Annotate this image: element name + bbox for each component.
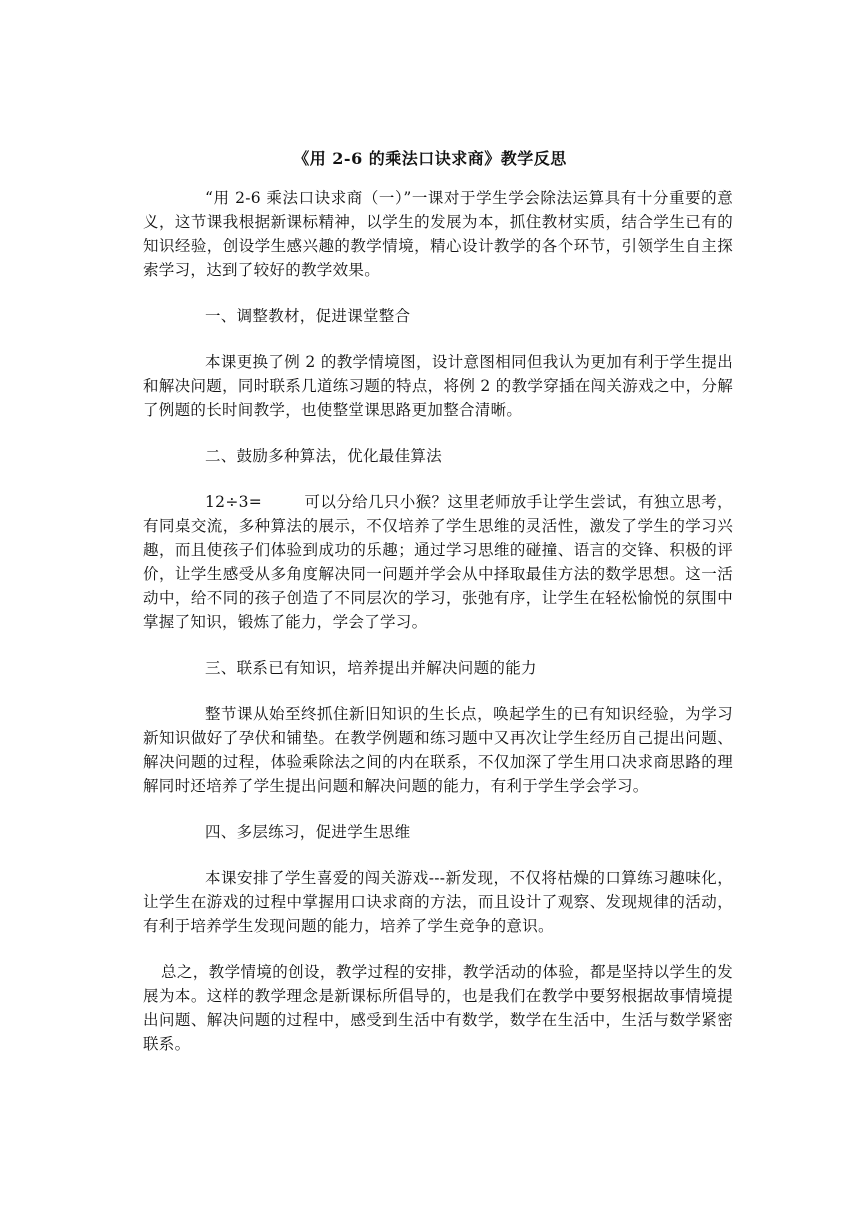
paragraph-spacer [143, 282, 733, 304]
section-1-paragraph: 本课更换了例 2 的教学情境图，设计意图相同但我认为更加有利于学生提出和解决问题，同时联系几道练习题的特点，将例 2 的教学穿插在闯关游戏之中，分解了例题的长时间教学，也使整堂课思路更加整合清晰。 [143, 353, 733, 419]
paragraph-spacer [143, 468, 733, 490]
paragraph-spacer [143, 844, 733, 866]
section-2-text: 可以分给几只小猴？这里老师放手让学生尝试，有独立思考，有同桌交流，多种算法的展示，不仅培养了学生思维的灵活性，激发了学生的学习兴趣，而且使孩子们体验到成功的乐趣；通过学习思维的碰撞、语言的交锋、积极的评价，让学生感受从多角度解决同一问题并学会从中择取最佳方法的数学思想。这一活动中，给不同的孩子创造了不同层次的学习，张弛有序，让学生在轻松愉悦的氛围中掌握了知识，锻炼了能力，学会了学习。 [143, 493, 733, 631]
document-title: 《用 2-6 的乘法口诀求商》教学反思 [293, 149, 567, 168]
paragraph-spacer [143, 422, 733, 444]
paragraph-spacer [143, 798, 733, 820]
conclusion-paragraph: 总之，教学情境的创设，教学过程的安排，教学活动的体验，都是坚持以学生的发展为本。这样的教学理念是新课标所倡导的，也是我们在教学中要努根据故事情境提出问题、解决问题的过程中，感受到生活中有数学，数学在生活中，生活与数学紧密联系。 [143, 963, 733, 1053]
document-body [143, 186, 733, 1056]
paragraph-spacer [143, 328, 733, 350]
section-4-heading: 四、多层练习，促进学生思维 [205, 823, 411, 841]
section-3-heading: 三、联系已有知识，培养提出并解决问题的能力 [205, 659, 537, 677]
section-4-paragraph: 本课安排了学生喜爱的闯关游戏---新发现，不仅将枯燥的口算练习趣味化，让学生在游戏的过程中掌握用口诀求商的方法，而且设计了观察、发现规律的活动，有利于培养学生发现问题的能力，培养了学生竞争的意识。 [143, 869, 733, 935]
paragraph-spacer [143, 634, 733, 656]
intro-paragraph: “用 2-6 乘法口诀求商（一）”一课对于学生学会除法运算具有十分重要的意义，这节课我根据新课标精神，以学生的发展为本，抓住教材实质，结合学生已有的知识经验，创设学生感兴趣的教学情境，精心设计教学的各个环节，引领学生自主探索学习，达到了较好的教学效果。 [143, 189, 733, 279]
section-2-paragraph [143, 490, 733, 634]
paragraph-spacer [143, 680, 733, 702]
section-2-heading: 二、鼓励多种算法，优化最佳算法 [205, 447, 443, 465]
equation-blank [262, 493, 304, 511]
section-3-paragraph: 整节课从始至终抓住新旧知识的生长点，唤起学生的已有知识经验，为学习新知识做好了孕伏和铺垫。在教学例题和练习题中又再次让学生经历自己提出问题、解决问题的过程，体验乘除法之间的内在联系，不仅加深了学生用口决求商思路的理解同时还培养了学生提出问题和解决问题的能力，有利于学生学会学习。 [143, 705, 733, 795]
section-1-heading: 一、调整教材，促进课堂整合 [205, 307, 411, 325]
paragraph-spacer [143, 938, 733, 960]
equation-text: 12÷3= [205, 493, 263, 511]
